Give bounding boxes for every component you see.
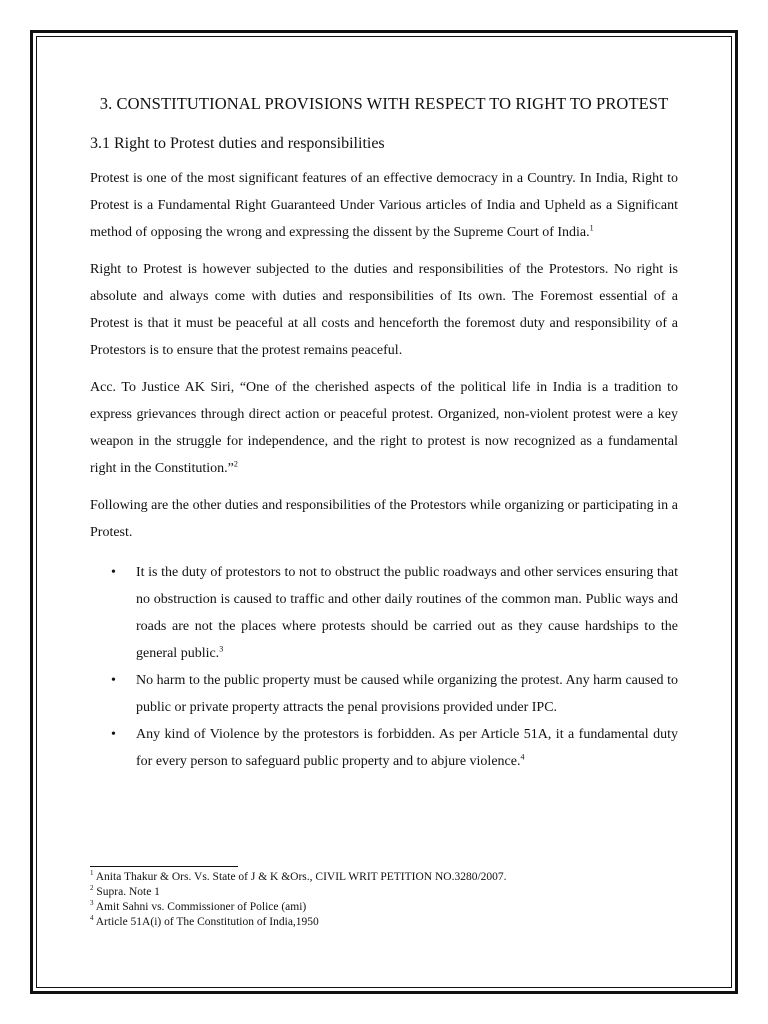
bullet-icon: • (111, 673, 116, 688)
footnotes (90, 866, 678, 930)
bullet-icon: • (111, 727, 116, 742)
bullet-icon: • (111, 565, 116, 580)
list-item: • Any kind of Violence by the protestors is forbidden. As per Article 51A, it a fundamental duty for every person to safeguard public property and to abjure violence.$^4$ (90, 721, 678, 775)
paragraph: Acc. To Justice AK Siri, “One of the cherished aspects of the political life in India is a tradition to express grievances through direct action or peaceful protest. Organized, non-violent protest were a key weapon in the struggle for independence, and the right to protest is now recognized as a fundamental right in the Constitution.”$^2$ (90, 380, 678, 476)
paragraph: Following are the other duties and responsibilities of the Protestors while organizing or participating in a Protest. (90, 498, 678, 540)
list-item: • No harm to the public property must be caused while organizing the protest. Any harm caused to public or private property attracts the penal provisions provided under IPC. (90, 667, 678, 721)
footnote-ref[interactable]: 4 (520, 752, 525, 762)
footnote-ref[interactable]: 1 (589, 223, 594, 233)
section-heading: 3.1 Right to Protest duties and responsibilities (90, 135, 385, 152)
list-item: • It is the duty of protestors to not to obstruct the public roadways and other services ensuring that no obstruction is caused to traffic and other daily routines of the common man. Public ways and roads are not the places where protests should be carried out as they cause hardships to the general public.$^3$ (90, 559, 678, 667)
footnote-ref[interactable]: 2 (233, 459, 238, 469)
paragraph: Right to Protest is however subjected to the duties and responsibilities of the Protestors. No right is absolute and always come with duties and responsibilities of Its own. The Foremost essential of a Protest is that it must be peaceful at all costs and henceforth the foremost duty and responsibility of a Protestors is to ensure that the protest remains peaceful. (90, 262, 678, 358)
document-body (90, 88, 678, 775)
footnote: $^4$ Article 51A(i) of The Constitution of India,1950 (90, 914, 319, 928)
footnote-separator (90, 866, 238, 867)
footnote: $^1$ Anita Thakur & Ors. Vs. State of J & K &Ors., CIVIL WRIT PETITION NO.3280/2007. (90, 869, 507, 883)
bullet-list (90, 559, 678, 775)
paragraph: Protest is one of the most significant features of an effective democracy in a Country. In India, Right to Protest is a Fundamental Right Guaranteed Under Various articles of India and Upheld as a Significant method of opposing the wrong and expressing the dissent by the Supreme Court of India.$^1$ (90, 171, 678, 240)
footnote-ref[interactable]: 3 (219, 644, 224, 654)
footnote: $^3$ Amit Sahni vs. Commissioner of Police (ami) (90, 899, 307, 913)
footnote: $^2$ Supra. Note 1 (90, 884, 160, 898)
chapter-title: 3. CONSTITUTIONAL PROVISIONS WITH RESPECT TO RIGHT TO PROTEST (99, 94, 669, 113)
